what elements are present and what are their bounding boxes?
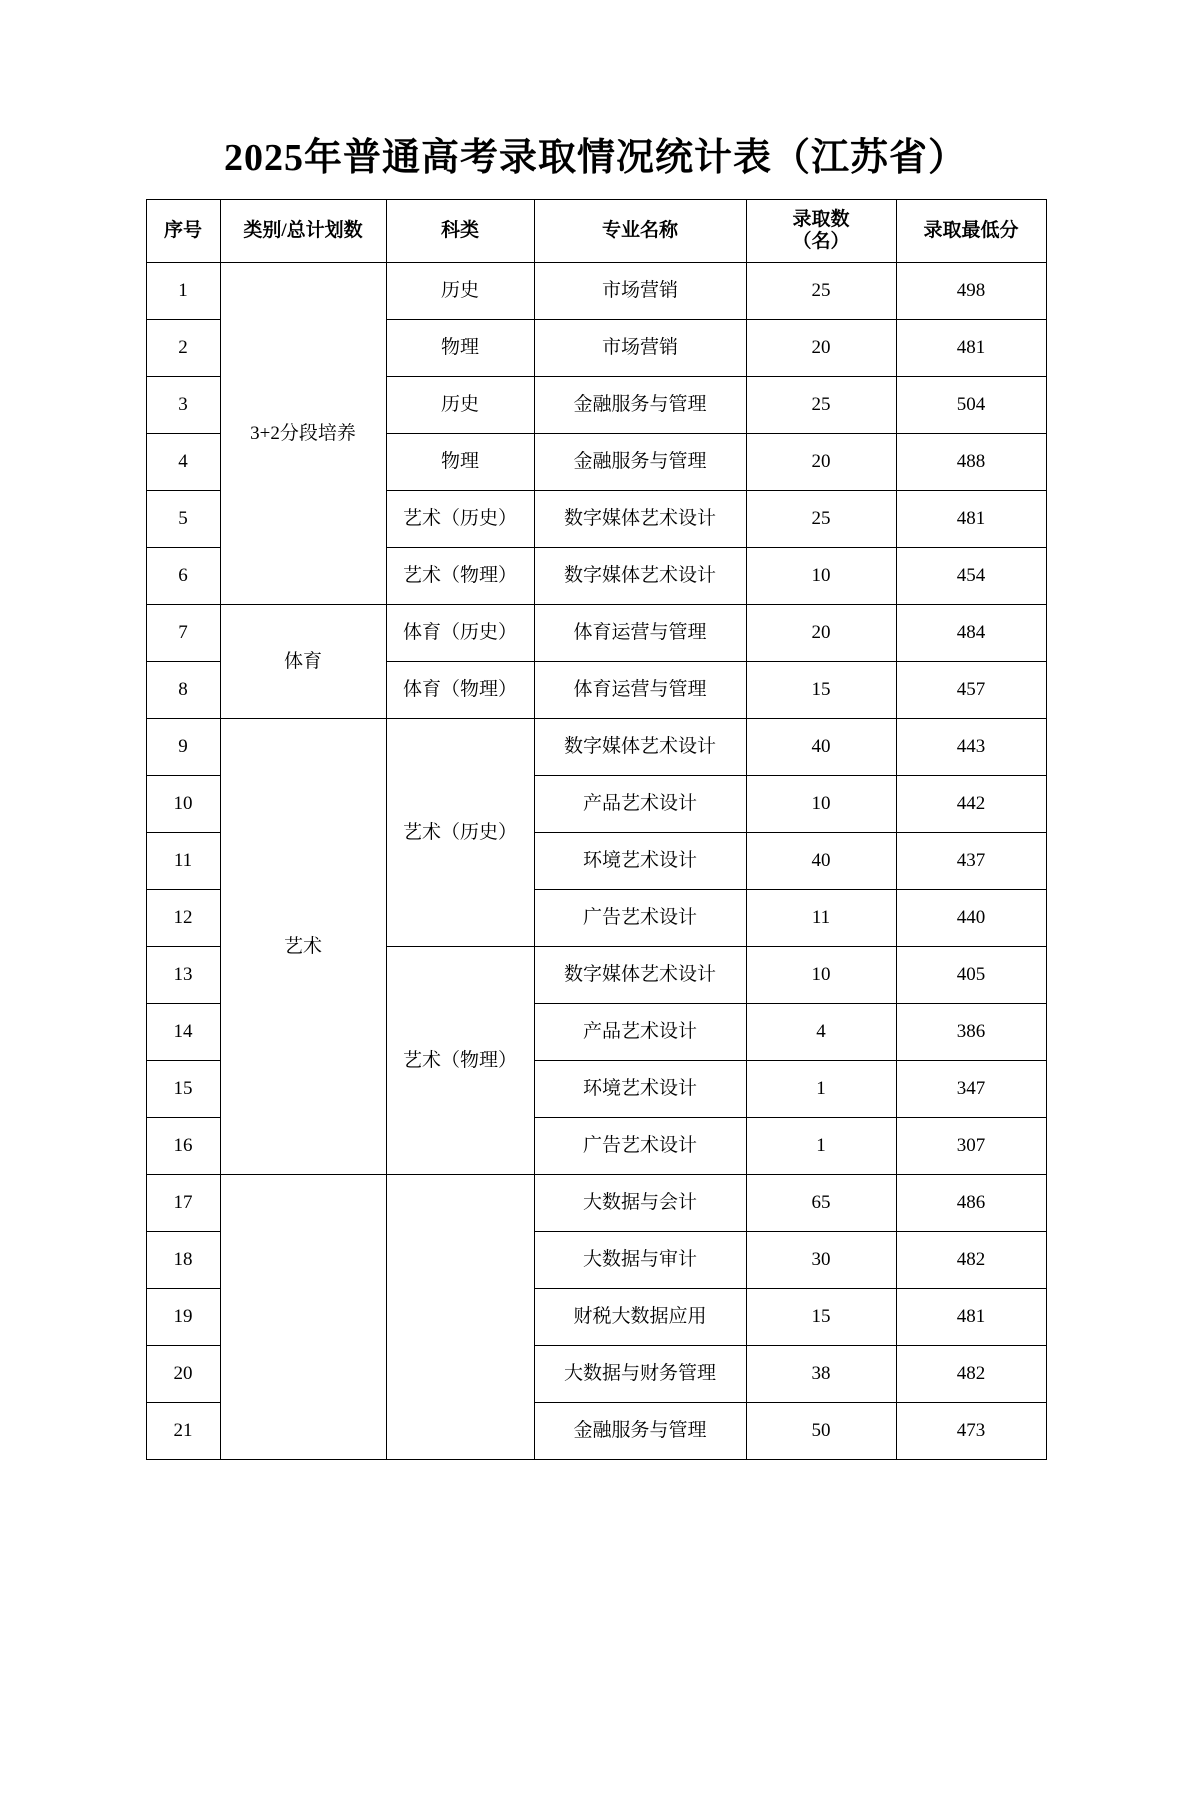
cell-subject: 物理 <box>386 434 534 491</box>
cell-major: 金融服务与管理 <box>534 434 746 491</box>
cell-major: 金融服务与管理 <box>534 1403 746 1460</box>
cell-enrolled: 1 <box>746 1061 896 1118</box>
cell-major: 产品艺术设计 <box>534 1004 746 1061</box>
column-header-major: 专业名称 <box>534 200 746 263</box>
cell-seq: 13 <box>146 947 220 1004</box>
cell-seq: 17 <box>146 1175 220 1232</box>
table-row <box>146 605 1046 662</box>
column-header-enrolled-line2: （名） <box>792 231 850 252</box>
cell-min-score: 440 <box>896 890 1046 947</box>
cell-enrolled: 25 <box>746 491 896 548</box>
cell-seq: 21 <box>146 1403 220 1460</box>
column-header-subject: 科类 <box>386 200 534 263</box>
document-page <box>0 126 1191 1809</box>
cell-seq: 8 <box>146 662 220 719</box>
cell-enrolled: 20 <box>746 605 896 662</box>
cell-enrolled: 1 <box>746 1118 896 1175</box>
cell-seq: 14 <box>146 1004 220 1061</box>
cell-seq: 10 <box>146 776 220 833</box>
column-header-enrolled-line1: 录取数 <box>792 209 850 231</box>
cell-min-score: 347 <box>896 1061 1046 1118</box>
column-header-category: 类别/总计划数 <box>220 200 386 263</box>
cell-min-score: 486 <box>896 1175 1046 1232</box>
cell-enrolled: 25 <box>746 377 896 434</box>
cell-enrolled: 40 <box>746 833 896 890</box>
cell-major: 产品艺术设计 <box>534 776 746 833</box>
cell-major: 市场营销 <box>534 320 746 377</box>
table-header <box>146 200 1046 263</box>
cell-seq: 11 <box>146 833 220 890</box>
cell-major: 数字媒体艺术设计 <box>534 719 746 776</box>
cell-min-score: 457 <box>896 662 1046 719</box>
cell-enrolled: 15 <box>746 662 896 719</box>
cell-enrolled: 65 <box>746 1175 896 1232</box>
cell-min-score: 504 <box>896 377 1046 434</box>
cell-seq: 3 <box>146 377 220 434</box>
cell-major: 数字媒体艺术设计 <box>534 491 746 548</box>
cell-min-score: 437 <box>896 833 1046 890</box>
table-row <box>146 1175 1046 1232</box>
cell-min-score: 386 <box>896 1004 1046 1061</box>
cell-seq: 4 <box>146 434 220 491</box>
cell-enrolled: 20 <box>746 434 896 491</box>
cell-seq: 19 <box>146 1289 220 1346</box>
cell-major: 大数据与审计 <box>534 1232 746 1289</box>
cell-min-score: 442 <box>896 776 1046 833</box>
table-header-row <box>146 200 1046 263</box>
table-row <box>146 719 1046 776</box>
cell-enrolled: 38 <box>746 1346 896 1403</box>
table-body <box>146 263 1046 1460</box>
cell-min-score: 482 <box>896 1346 1046 1403</box>
cell-enrolled: 4 <box>746 1004 896 1061</box>
cell-min-score: 443 <box>896 719 1046 776</box>
cell-subject: 体育（历史） <box>386 605 534 662</box>
cell-seq: 18 <box>146 1232 220 1289</box>
cell-enrolled: 15 <box>746 1289 896 1346</box>
cell-major: 市场营销 <box>534 263 746 320</box>
cell-enrolled: 20 <box>746 320 896 377</box>
cell-subject: 历史 <box>386 263 534 320</box>
cell-subject: 物理 <box>386 320 534 377</box>
cell-subject: 艺术（历史） <box>386 491 534 548</box>
cell-major: 大数据与会计 <box>534 1175 746 1232</box>
cell-subject-group: 艺术（物理） <box>386 947 534 1175</box>
cell-enrolled: 25 <box>746 263 896 320</box>
cell-min-score: 498 <box>896 263 1046 320</box>
cell-category-group: 3+2分段培养 <box>220 263 386 605</box>
cell-seq: 12 <box>146 890 220 947</box>
cell-major: 数字媒体艺术设计 <box>534 548 746 605</box>
cell-seq: 5 <box>146 491 220 548</box>
cell-enrolled: 10 <box>746 947 896 1004</box>
cell-min-score: 454 <box>896 548 1046 605</box>
column-header-enrolled <box>746 200 896 263</box>
cell-major: 广告艺术设计 <box>534 890 746 947</box>
cell-category-group <box>220 1175 386 1460</box>
cell-enrolled: 11 <box>746 890 896 947</box>
cell-min-score: 481 <box>896 320 1046 377</box>
page-title: 2025年普通高考录取情况统计表（江苏省） <box>223 137 967 179</box>
column-header-min-score: 录取最低分 <box>896 200 1046 263</box>
cell-major: 大数据与财务管理 <box>534 1346 746 1403</box>
cell-seq: 16 <box>146 1118 220 1175</box>
cell-enrolled: 10 <box>746 548 896 605</box>
cell-seq: 9 <box>146 719 220 776</box>
cell-subject: 历史 <box>386 377 534 434</box>
admission-statistics-table <box>146 199 1047 1460</box>
cell-major: 体育运营与管理 <box>534 662 746 719</box>
cell-min-score: 405 <box>896 947 1046 1004</box>
cell-enrolled: 40 <box>746 719 896 776</box>
cell-subject-group: 艺术（历史） <box>386 719 534 947</box>
cell-enrolled: 50 <box>746 1403 896 1460</box>
cell-seq: 7 <box>146 605 220 662</box>
cell-min-score: 484 <box>896 605 1046 662</box>
cell-min-score: 307 <box>896 1118 1046 1175</box>
cell-major: 环境艺术设计 <box>534 1061 746 1118</box>
cell-seq: 6 <box>146 548 220 605</box>
column-header-seq: 序号 <box>146 200 220 263</box>
cell-seq: 20 <box>146 1346 220 1403</box>
cell-enrolled: 10 <box>746 776 896 833</box>
table-container <box>146 199 1046 1460</box>
cell-seq: 2 <box>146 320 220 377</box>
cell-major: 数字媒体艺术设计 <box>534 947 746 1004</box>
cell-major: 财税大数据应用 <box>534 1289 746 1346</box>
cell-major: 广告艺术设计 <box>534 1118 746 1175</box>
cell-category-group: 艺术 <box>220 719 386 1175</box>
cell-category-group: 体育 <box>220 605 386 719</box>
cell-subject-group <box>386 1175 534 1460</box>
table-row <box>146 263 1046 320</box>
cell-min-score: 473 <box>896 1403 1046 1460</box>
cell-min-score: 481 <box>896 491 1046 548</box>
cell-min-score: 481 <box>896 1289 1046 1346</box>
cell-seq: 1 <box>146 263 220 320</box>
cell-major: 金融服务与管理 <box>534 377 746 434</box>
cell-subject: 艺术（物理） <box>386 548 534 605</box>
cell-major: 环境艺术设计 <box>534 833 746 890</box>
cell-min-score: 488 <box>896 434 1046 491</box>
cell-subject: 体育（物理） <box>386 662 534 719</box>
cell-major: 体育运营与管理 <box>534 605 746 662</box>
cell-seq: 15 <box>146 1061 220 1118</box>
cell-enrolled: 30 <box>746 1232 896 1289</box>
cell-min-score: 482 <box>896 1232 1046 1289</box>
